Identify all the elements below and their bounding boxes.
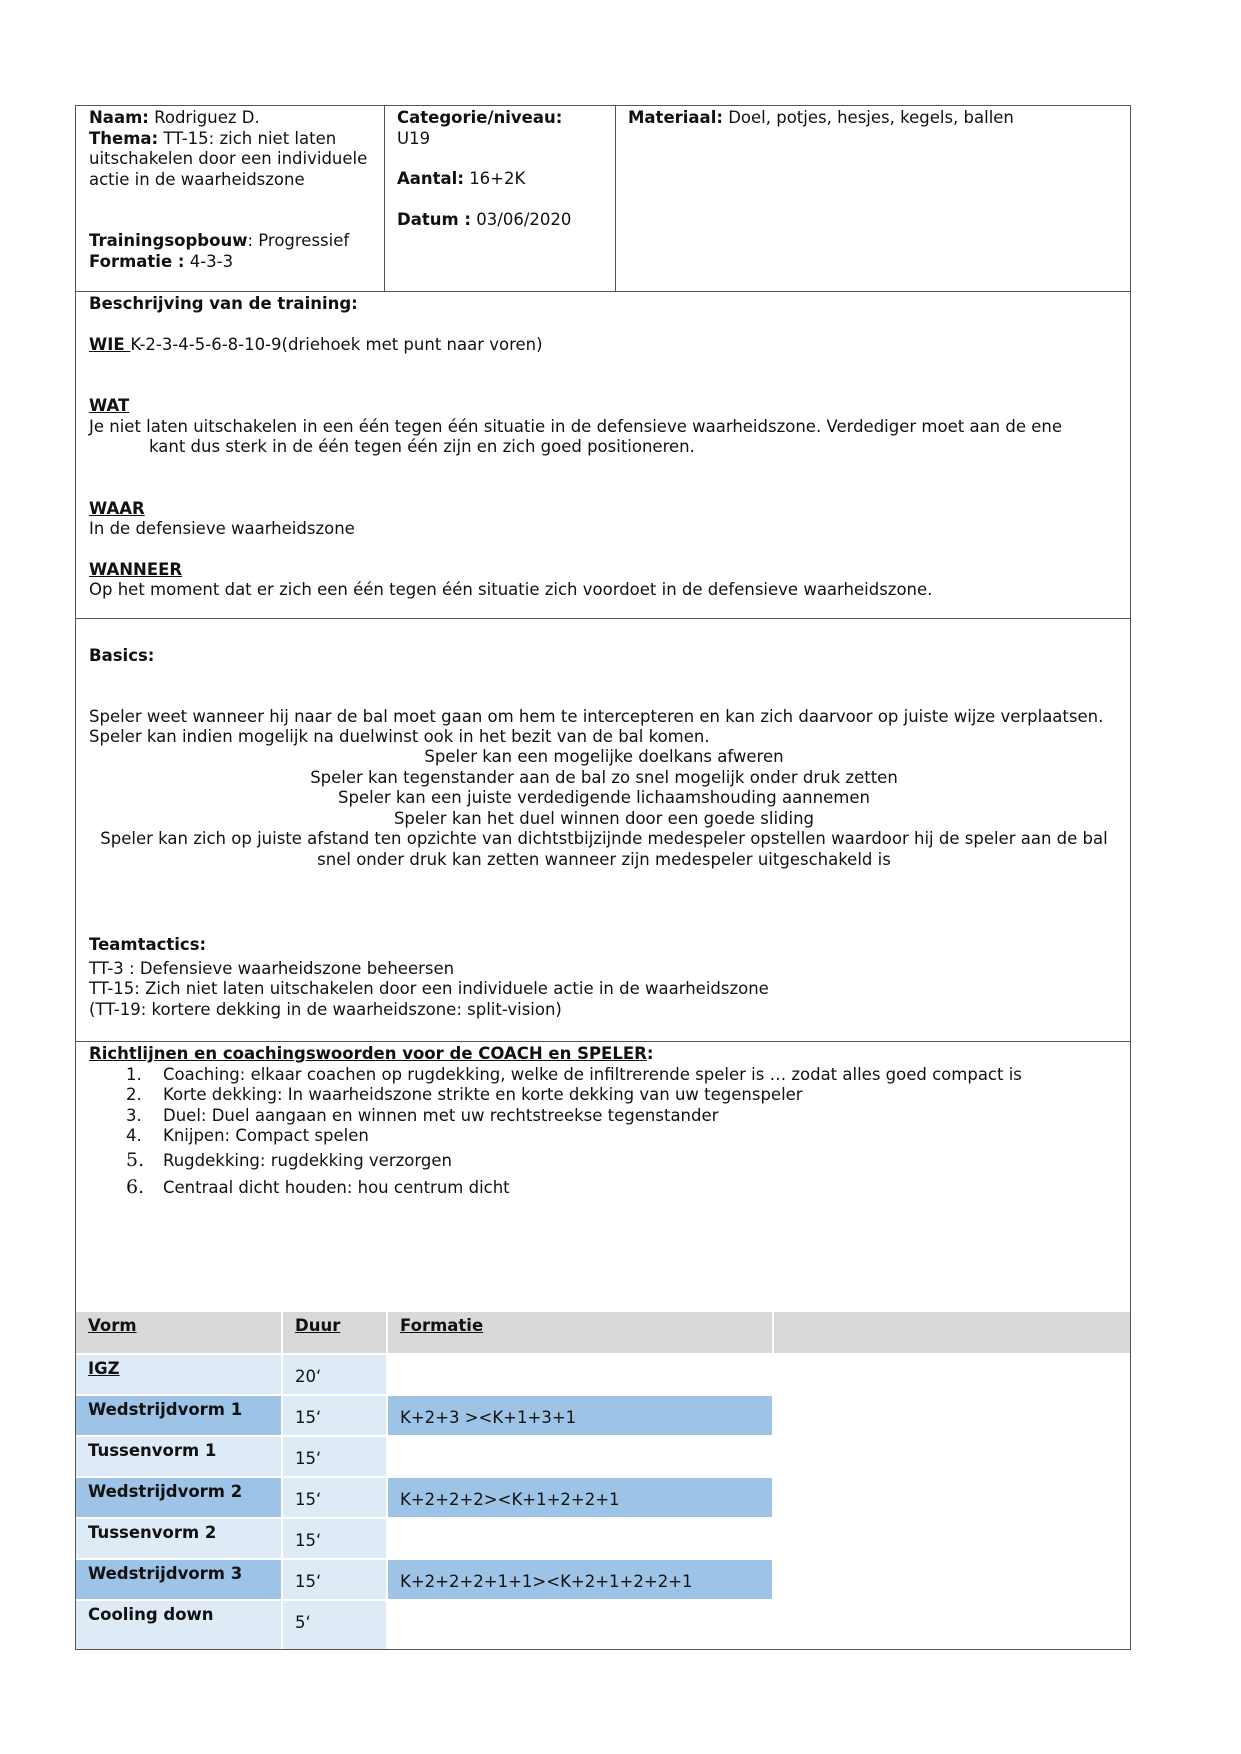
waar-label: WAAR	[89, 498, 145, 518]
wie-value: K-2-3-4-5-6-8-10-9(driehoek met punt naar voren)	[130, 334, 543, 354]
basics-centered-line-4: Speler kan het duel winnen door een goede sliding	[393, 808, 815, 828]
teamtactics-line-3: (TT-19: kortere dekking in de waarheidszone: split-vision)	[89, 999, 562, 1019]
schedule-row-6-formatie: K+2+2+2+1+1><K+2+1+2+2+1	[388, 1560, 772, 1599]
basics-centered-line-1: Speler kan een mogelijke doelkans afweren	[424, 747, 784, 766]
header-divider-1	[384, 105, 385, 292]
header-material-cell	[628, 108, 1123, 129]
schedule-row-1-formatie	[388, 1355, 772, 1394]
teamtactics-title: Teamtactics:	[89, 935, 207, 954]
aantal-row: Aantal: 16+2K	[397, 169, 526, 188]
schedule-row-1-vorm: IGZ	[76, 1355, 281, 1394]
datum-row: Datum : 03/06/2020	[397, 209, 572, 229]
section-divider-description	[75, 618, 1131, 619]
schedule-row-6-duur: 15‘	[283, 1560, 386, 1599]
thema-line-1: TT-15: zich niet laten	[163, 128, 337, 148]
materiaal-row: Materiaal: Doel, potjes, hesjes, kegels, ballen	[628, 108, 1014, 127]
schedule-row-2-formatie: K+2+3 ><K+1+3+1	[388, 1396, 772, 1435]
categorie-label: Categorie/niveau:	[397, 108, 563, 127]
description-title: Beschrijving van de training:	[89, 294, 358, 313]
datum-value: 03/06/2020	[476, 209, 572, 229]
schedule-row-2-duur: 15‘	[283, 1396, 386, 1435]
schedule-row-7-vorm: Cooling down	[76, 1601, 281, 1649]
schedule-row-3-duur: 15‘	[283, 1437, 386, 1476]
schedule-header-formatie: Formatie	[388, 1312, 772, 1353]
naam-row: Naam: Rodriguez D.	[89, 108, 260, 127]
schedule-row-5-formatie	[388, 1519, 772, 1558]
guidelines-section	[89, 1044, 1124, 1201]
schedule-row-6-vorm: Wedstrijdvorm 3	[76, 1560, 281, 1599]
guideline-item-2: 2. Korte dekking: In waarheidszone strikte en korte dekking van uw tegenspeler	[126, 1085, 803, 1104]
wat-line-2: kant dus sterk in de één tegen één zijn en zich goed positioneren.	[149, 437, 695, 456]
basics-centered-line-6: snel onder druk kan zetten wanneer zijn medespeler uitgeschakeld is	[317, 849, 891, 869]
basics-centered-line-2: Speler kan tegenstander aan de bal zo snel mogelijk onder druk zetten	[310, 767, 898, 787]
guidelines-title: Richtlijnen en coachingswoorden voor de COACH en SPELER	[89, 1044, 647, 1063]
basics-left-line-2: Speler kan indien mogelijk na duelwinst ook in het bezit van de bal komen.	[89, 727, 710, 746]
schedule-header-duur: Duur	[283, 1312, 386, 1353]
guidelines-title-row: Richtlijnen en coachingswoorden voor de COACH en SPELER:	[89, 1044, 654, 1063]
guideline-item-5: 5. Rugdekking: rugdekking verzorgen	[126, 1148, 452, 1171]
formatie-value: 4-3-3	[189, 251, 234, 271]
aantal-value: 16+2K	[469, 169, 526, 188]
opbouw-row: Trainingsopbouw: Progressief	[89, 231, 350, 250]
thema-line-3: actie in de waarheidszone	[89, 169, 305, 189]
basics-centered-line-5: Speler kan zich op juiste afstand ten opzichte van dichtstbijzijnde medespeler opstellen waardoor hij de speler aan de bal	[100, 829, 1108, 848]
schedule-row-4-formatie: K+2+2+2><K+1+2+2+1	[388, 1478, 772, 1517]
guideline-item-3: 3. Duel: Duel aangaan en winnen met uw rechtstreekse tegenstander	[126, 1105, 719, 1125]
basics-section	[89, 646, 1124, 748]
teamtactics-line-2: TT-15: Zich niet laten uitschakelen door een individuele actie in de waarheidszone	[89, 979, 769, 998]
schedule-row-4-vorm: Wedstrijdvorm 2	[76, 1478, 281, 1517]
guideline-item-1: 1. Coaching: elkaar coachen op rugdekking, welke de infiltrerende speler is … zodat alles goed compact is	[126, 1064, 1022, 1084]
guideline-item-6: 6. Centraal dicht houden: hou centrum dicht	[126, 1175, 510, 1198]
description-section	[89, 294, 1124, 601]
schedule-row-7-formatie	[388, 1601, 772, 1649]
basics-left-line-1: Speler weet wanneer hij naar de bal moet gaan om hem te intercepteren en kan zich daarvoor op juiste wijze verplaatsen.	[89, 706, 1104, 726]
basics-centered	[64, 747, 1144, 870]
schedule-header-empty	[774, 1312, 1130, 1353]
header-category-cell	[397, 108, 607, 230]
schedule-row-3-vorm: Tussenvorm 1	[76, 1437, 281, 1476]
thema-row: Thema: TT-15: zich niet laten	[89, 128, 337, 148]
categorie-value: U19	[397, 128, 431, 148]
materiaal-value: Doel, potjes, hesjes, kegels, ballen	[728, 108, 1014, 127]
wie-label: WIE	[89, 334, 131, 354]
guideline-item-4: 4. Knijpen: Compact spelen	[126, 1126, 369, 1145]
opbouw-value: : Progressief	[247, 231, 350, 250]
naam-value: Rodriguez D.	[154, 108, 260, 127]
section-divider-teamtactics	[75, 1041, 1131, 1042]
schedule-row-7-duur: 5‘	[283, 1601, 386, 1649]
schedule-row-4-duur: 15‘	[283, 1478, 386, 1517]
section-divider-header	[75, 291, 1131, 292]
waar-value: In de defensieve waarheidszone	[89, 519, 355, 538]
teamtactics-line-1: TT-3 : Defensieve waarheidszone beheersen	[89, 958, 455, 978]
schedule-row-5-vorm: Tussenvorm 2	[76, 1519, 281, 1558]
wanneer-value: Op het moment dat er zich een één tegen één situatie zich voordoet in de defensieve waarheidszone.	[89, 580, 933, 599]
schedule-row-2-vorm: Wedstrijdvorm 1	[76, 1396, 281, 1435]
teamtactics-section	[89, 935, 1124, 1020]
schedule-header-vorm: Vorm	[76, 1312, 281, 1353]
header-name-cell	[89, 108, 379, 272]
wanneer-label: WANNEER	[89, 559, 183, 579]
schedule-row-3-formatie	[388, 1437, 772, 1476]
schedule-row-5-duur: 15‘	[283, 1519, 386, 1558]
thema-line-2: uitschakelen door een individuele	[89, 149, 368, 168]
formatie-row: Formatie : 4-3-3	[89, 251, 234, 271]
basics-centered-line-3: Speler kan een juiste verdedigende lichaamshouding aannemen	[338, 788, 870, 807]
header-divider-2	[615, 105, 616, 292]
wat-line-1: Je niet laten uitschakelen in een één tegen één situatie in de defensieve waarheidszone. Verdediger moet aan de ene	[89, 416, 1063, 436]
basics-title: Basics:	[89, 646, 155, 665]
wie-row	[89, 335, 1124, 356]
schedule-row-1-duur: 20‘	[283, 1355, 386, 1394]
wat-label: WAT	[89, 396, 130, 415]
